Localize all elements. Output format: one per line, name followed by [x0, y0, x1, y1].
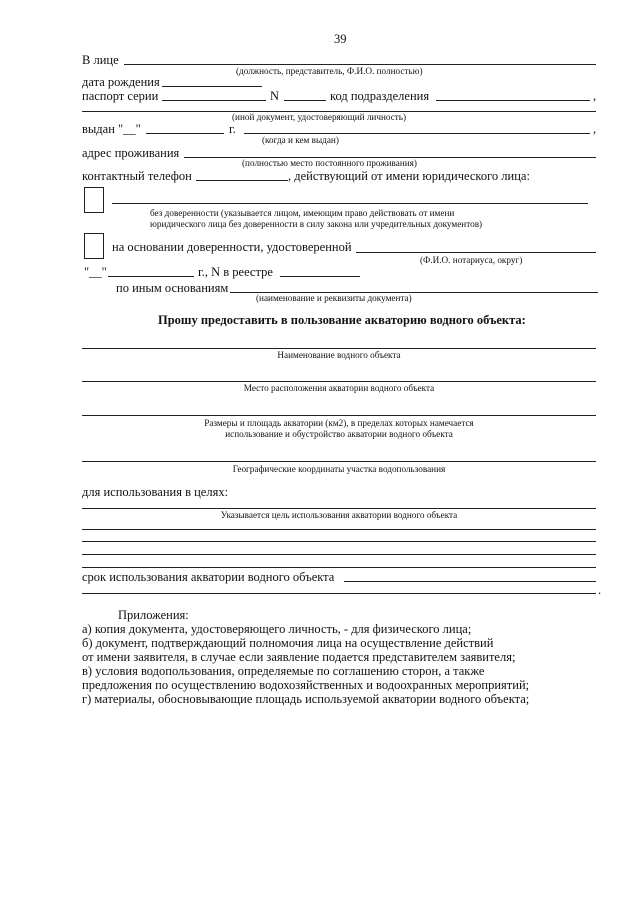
phone-field[interactable]: [196, 180, 288, 181]
address-label: адрес проживания: [82, 146, 180, 160]
purpose-extra-line-3[interactable]: [82, 554, 596, 555]
attachment-item: в) условия водопользования, определяемые по соглашению сторон, а также: [82, 664, 485, 678]
notary-field[interactable]: [356, 252, 596, 253]
document-details-hint: (наименование и реквизиты документа): [256, 293, 412, 303]
acting-on-behalf-label: , действующий от имени юридического лица:: [288, 169, 530, 183]
issued-date-field[interactable]: [146, 133, 224, 134]
passport-series-label: паспорт серии: [82, 89, 159, 103]
in-person-hint: (должность, представитель, Ф.И.О. полностью): [236, 66, 423, 76]
coordinates-caption: Географические координаты участка водопользования: [232, 464, 446, 474]
location-caption: Место расположения акватории водного объекта: [243, 383, 435, 393]
issued-hint: (когда и кем выдан): [262, 135, 339, 145]
issued-label: выдан "__": [82, 122, 141, 136]
other-grounds-label: по иным основаниям: [116, 281, 229, 295]
size-field[interactable]: [82, 415, 596, 416]
term-field[interactable]: [344, 581, 596, 582]
purpose-extra-line-1[interactable]: [82, 529, 596, 530]
option-with-poa-checkbox[interactable]: [84, 233, 104, 259]
phone-label: контактный телефон: [82, 169, 192, 183]
number-sign: N: [270, 89, 280, 103]
registry-quote: "__": [84, 265, 107, 279]
option-without-poa-checkbox[interactable]: [84, 187, 104, 213]
term-extra-line[interactable]: [82, 593, 596, 594]
address-hint: (полностью место постоянного проживания): [242, 158, 417, 168]
attachment-item: г) материалы, обосновывающие площадь используемой акватории водного объекта;: [82, 692, 530, 706]
division-code-field[interactable]: [436, 100, 590, 101]
term-period: .: [598, 583, 602, 597]
attachment-item: от имени заявителя, в случае если заявление подается представителем заявителя;: [82, 650, 516, 664]
option-without-poa-line2: юридического лица без доверенности в силу закона или учредительных документов): [150, 219, 483, 229]
comma-2: ,: [593, 122, 597, 136]
other-document-hint: (иной документ, удостоверяющий личность): [232, 112, 407, 122]
option-with-poa-label: на основании доверенности, удостоверенной: [112, 240, 352, 254]
purpose-extra-line-4[interactable]: [82, 567, 596, 568]
option-without-poa-line1: без доверенности (указывается лицом, имеющим право действовать от имени: [150, 208, 455, 218]
location-field[interactable]: [82, 381, 596, 382]
in-person-field[interactable]: [124, 64, 596, 65]
notary-hint: (Ф.И.О. нотариуса, округ): [420, 255, 523, 265]
comma-1: ,: [593, 89, 597, 103]
registry-number-field[interactable]: [280, 276, 360, 277]
size-caption-line2: использование и обустройство акватории водного объекта: [225, 429, 453, 439]
attachments-title: Приложения:: [118, 608, 189, 622]
in-person-label: В лице: [82, 53, 119, 67]
purpose-extra-line-2[interactable]: [82, 541, 596, 542]
issued-by-field[interactable]: [244, 133, 590, 134]
purpose-caption: Указывается цель использования акватории водного объекта: [220, 510, 458, 520]
registry-date-field[interactable]: [108, 276, 194, 277]
attachment-item: предложения по осуществлению водохозяйственных и водоохранных мероприятий;: [82, 678, 530, 692]
purpose-field[interactable]: [82, 508, 596, 509]
attachment-item: а) копия документа, удостоверяющего личность, - для физического лица;: [82, 622, 472, 636]
coordinates-field[interactable]: [82, 461, 596, 462]
water-body-name-field[interactable]: [82, 348, 596, 349]
request-heading: Прошу предоставить в пользование акваторию водного объекта:: [158, 313, 526, 327]
purpose-label: для использования в целях:: [82, 485, 229, 499]
birth-date-field[interactable]: [162, 86, 262, 87]
passport-number-field[interactable]: [284, 100, 326, 101]
passport-series-field[interactable]: [162, 100, 266, 101]
issued-year-abbr: г.: [229, 122, 236, 136]
term-label: срок использования акватории водного объекта: [82, 570, 335, 584]
birth-date-label: дата рождения: [82, 75, 160, 89]
option-without-poa-field[interactable]: [112, 203, 588, 204]
page-number: 39: [334, 32, 347, 46]
size-caption-line1: Размеры и площадь акватории (км2), в пределах которых намечается: [204, 418, 474, 428]
registry-label: г., N в реестре: [198, 265, 273, 279]
attachment-item: б) документ, подтверждающий полномочия лица на осуществление действий: [82, 636, 494, 650]
division-code-label: код подразделения: [330, 89, 430, 103]
water-body-name-caption: Наименование водного объекта: [277, 350, 401, 360]
